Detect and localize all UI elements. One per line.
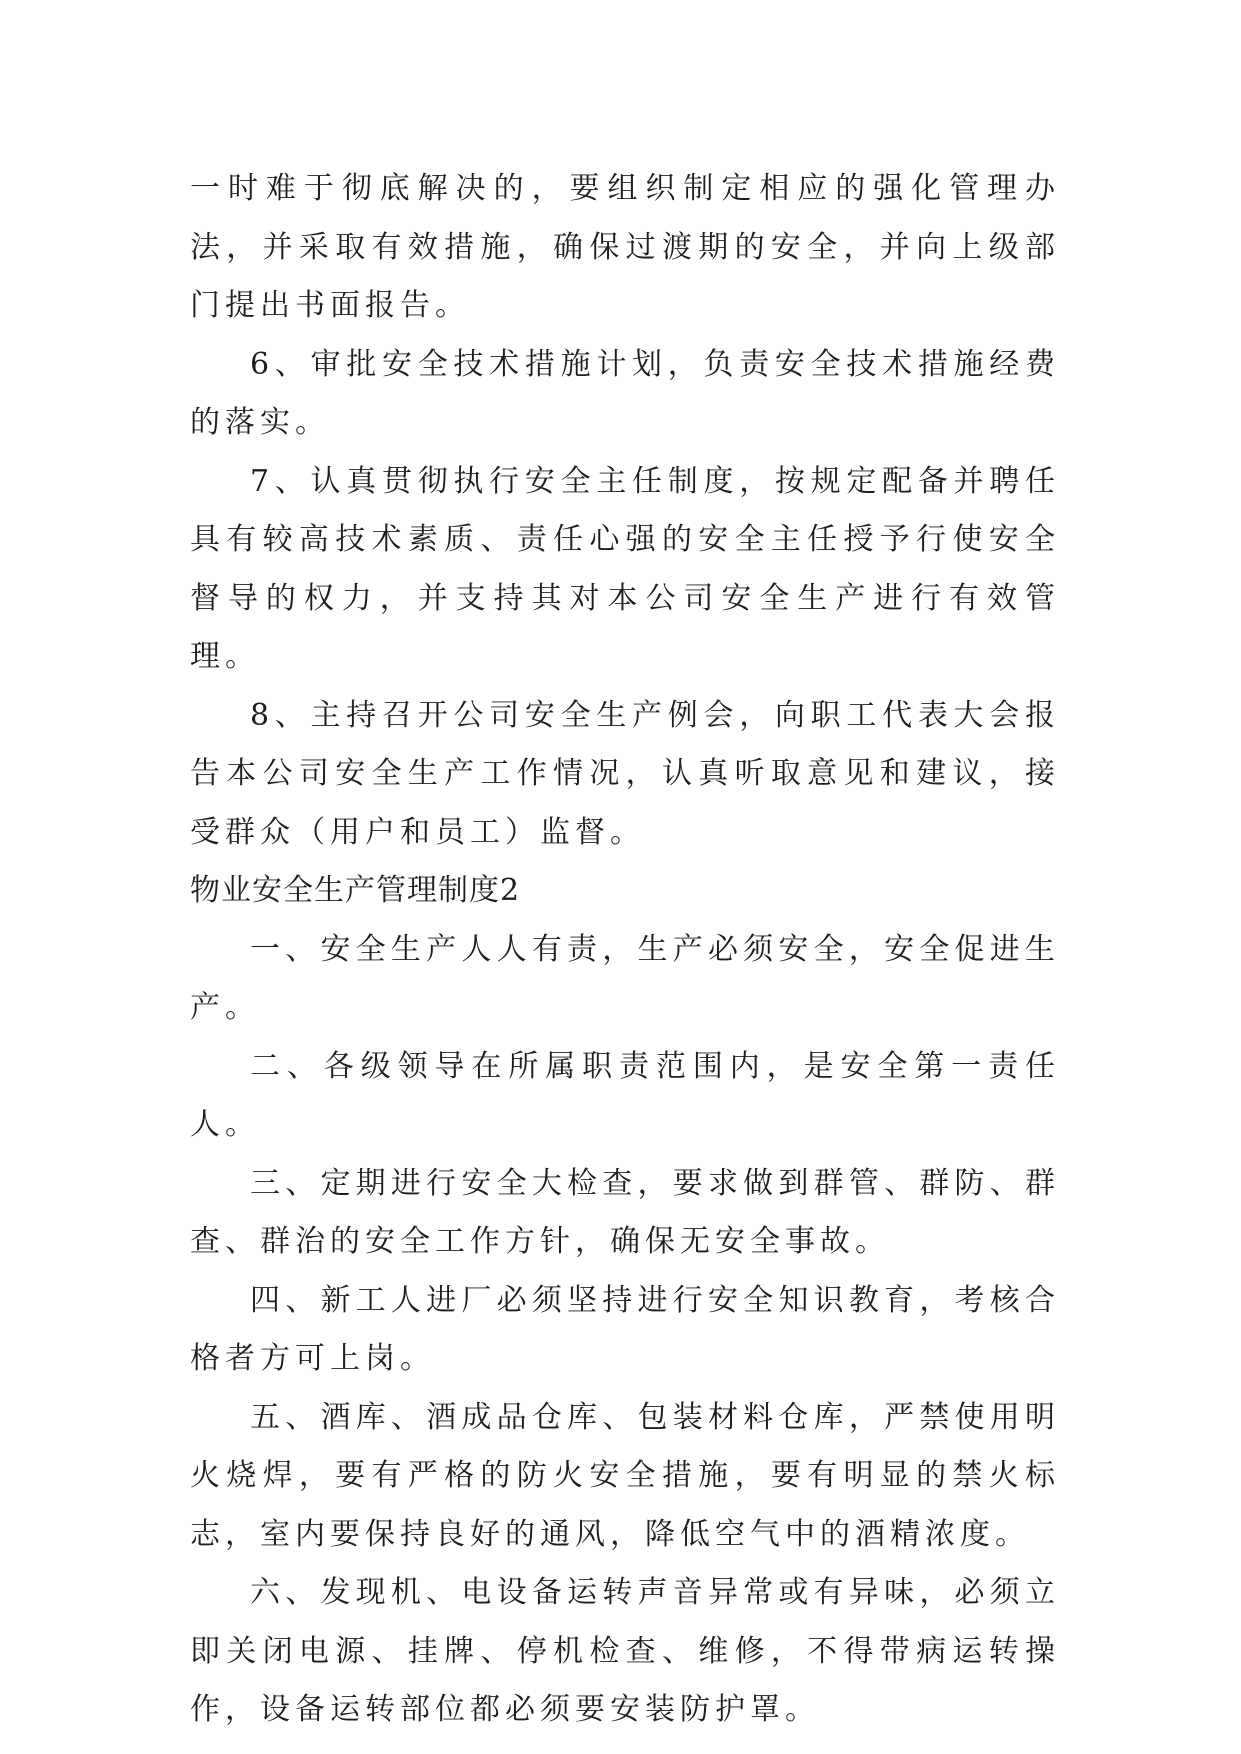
paragraph-rule-2: 二、各级领导在所属职责范围内，是安全第一责任人。: [190, 1048, 1060, 1142]
paragraph-item-8: 8、主持召开公司安全生产例会，向职工代表大会报告本公司安全生产工作情况，认真听取意见和建议，接受群众（用户和员工）监督。: [190, 697, 1060, 850]
paragraph-item-6: 6、审批安全技术措施计划，负责安全技术措施经费的落实。: [190, 346, 1060, 440]
paragraph-continuation: 一时难于彻底解决的，要组织制定相应的强化管理办法，并采取有效措施，确保过渡期的安全，并向上级部门提出书面报告。: [190, 171, 1060, 323]
paragraph-item-7: 7、认真贯彻执行安全主任制度，按规定配备并聘任具有较高技术素质、责任心强的安全主任授予行使安全督导的权力，并支持其对本公司安全生产进行有效管理。: [190, 463, 1060, 674]
paragraph-rule-5: 五、酒库、酒成品仓库、包装材料仓库，严禁使用明火烧焊，要有严格的防火安全措施，要有明显的禁火标志，室内要保持良好的通风，降低空气中的酒精浓度。: [190, 1399, 1060, 1552]
document-body: [190, 160, 1060, 1740]
paragraph-rule-6: 六、发现机、电设备运转声音异常或有异味，必须立即关闭电源、挂牌、停机检查、维修，不得带病运转操作，设备运转部位都必须要安装防护罩。: [190, 1575, 1060, 1727]
paragraph-rule-3: 三、定期进行安全大检查，要求做到群管、群防、群查、群治的安全工作方针，确保无安全事故。: [190, 1165, 1060, 1259]
section-heading: 物业安全生产管理制度2: [190, 873, 521, 908]
paragraph-rule-4: 四、新工人进厂必须坚持进行安全知识教育，考核合格者方可上岗。: [190, 1282, 1060, 1376]
paragraph-rule-1: 一、安全生产人人有责，生产必须安全，安全促进生产。: [190, 931, 1060, 1025]
